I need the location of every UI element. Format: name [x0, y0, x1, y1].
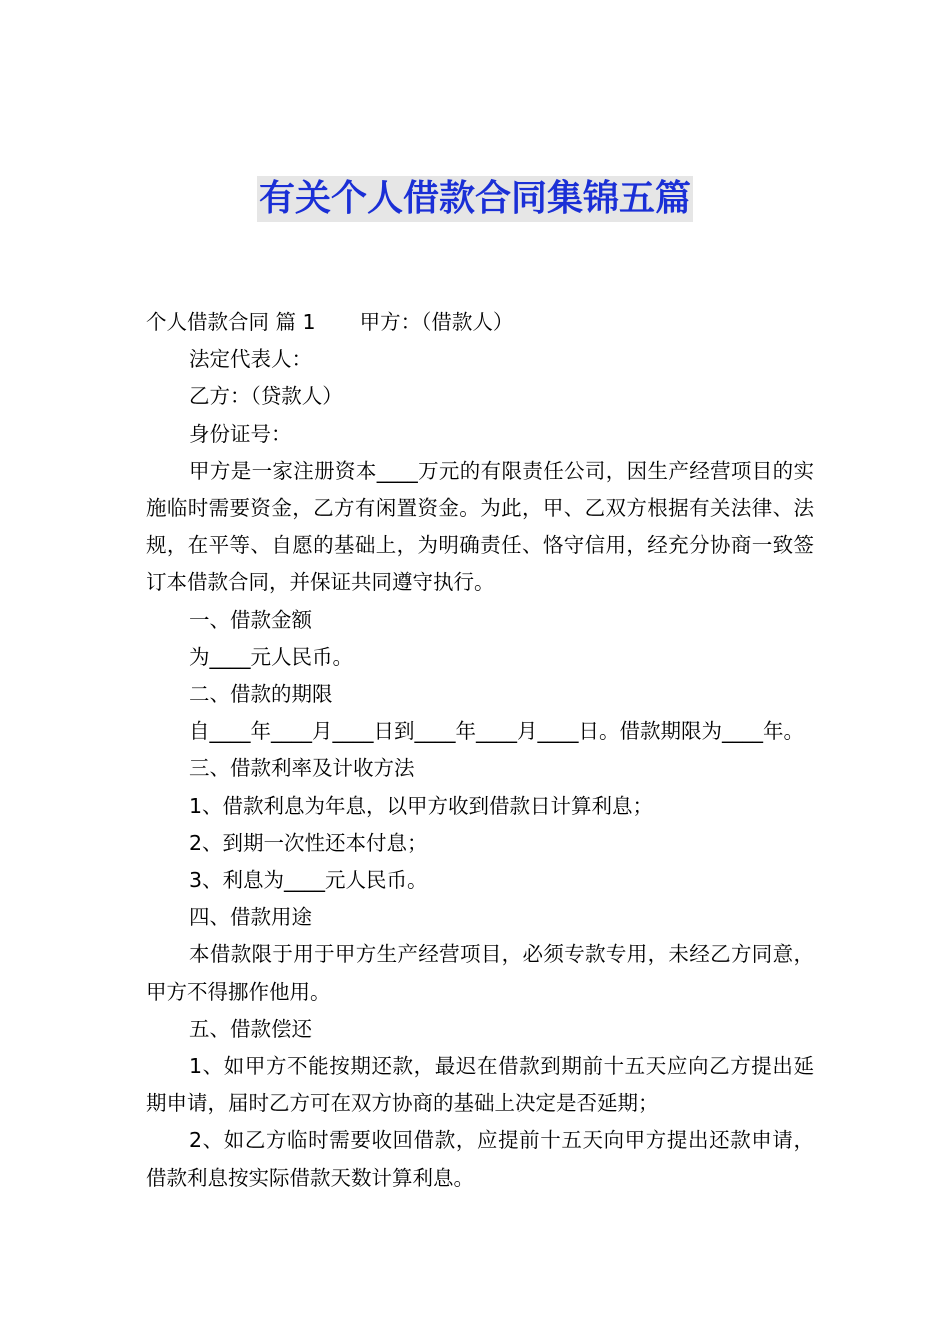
section-heading-purpose: 四、借款用途 [189, 905, 312, 930]
party-a-label: 甲方：（借款人） [359, 310, 514, 334]
paragraph-amount: 为____元人民币。 [189, 644, 353, 669]
paragraph-interest-2: 2、到期一次性还本付息； [189, 830, 428, 855]
section-heading-interest: 三、借款利率及计收方法 [189, 756, 415, 781]
paragraph-repayment-2: 2、如乙方临时需要收回借款，应提前十五天向甲方提出还款申请，借款利息按实际借款天数计算利息。 [146, 1128, 814, 1190]
paragraph-interest-1: 1、借款利息为年息，以甲方收到借款日计算利息； [189, 793, 654, 818]
paragraph-preamble: 甲方是一家注册资本____万元的有限责任公司，因生产经营项目的实施临时需要资金，乙方有闲置资金。为此，甲、乙双方根据有关法律、法规，在平等、自愿的基础上，为明确责任、恪守信用，经充分协商一致签订本借款合同，并保证共同遵守执行。 [146, 458, 814, 595]
paragraph-term: 自____年____月____日到____年____月____日。借款期限为____年。 [189, 719, 804, 744]
document-body [146, 304, 814, 1197]
paragraph-legal-rep: 法定代表人： [189, 347, 312, 372]
paragraph-repayment-1: 1、如甲方不能按期还款，最迟在借款到期前十五天应向乙方提出延期申请，届时乙方可在双方协商的基础上决定是否延期； [146, 1054, 814, 1116]
section-heading-term: 二、借款的期限 [189, 682, 333, 707]
document-title: 有关个人借款合同集锦五篇 [257, 176, 693, 222]
title-container [0, 176, 950, 222]
section-heading-repayment: 五、借款偿还 [189, 1016, 312, 1041]
paragraph-interest-3: 3、利息为____元人民币。 [189, 868, 428, 893]
paragraph-purpose: 本借款限于用于甲方生产经营项目，必须专款专用，未经乙方同意，甲方不得挪作他用。 [146, 942, 814, 1004]
section-heading-amount: 一、借款金额 [189, 607, 312, 632]
first-line [146, 304, 814, 341]
paragraph-party-b: 乙方：（贷款人） [189, 384, 343, 409]
paragraph-id-number: 身份证号： [189, 421, 292, 446]
contract-heading: 个人借款合同 篇 1 [146, 310, 316, 334]
